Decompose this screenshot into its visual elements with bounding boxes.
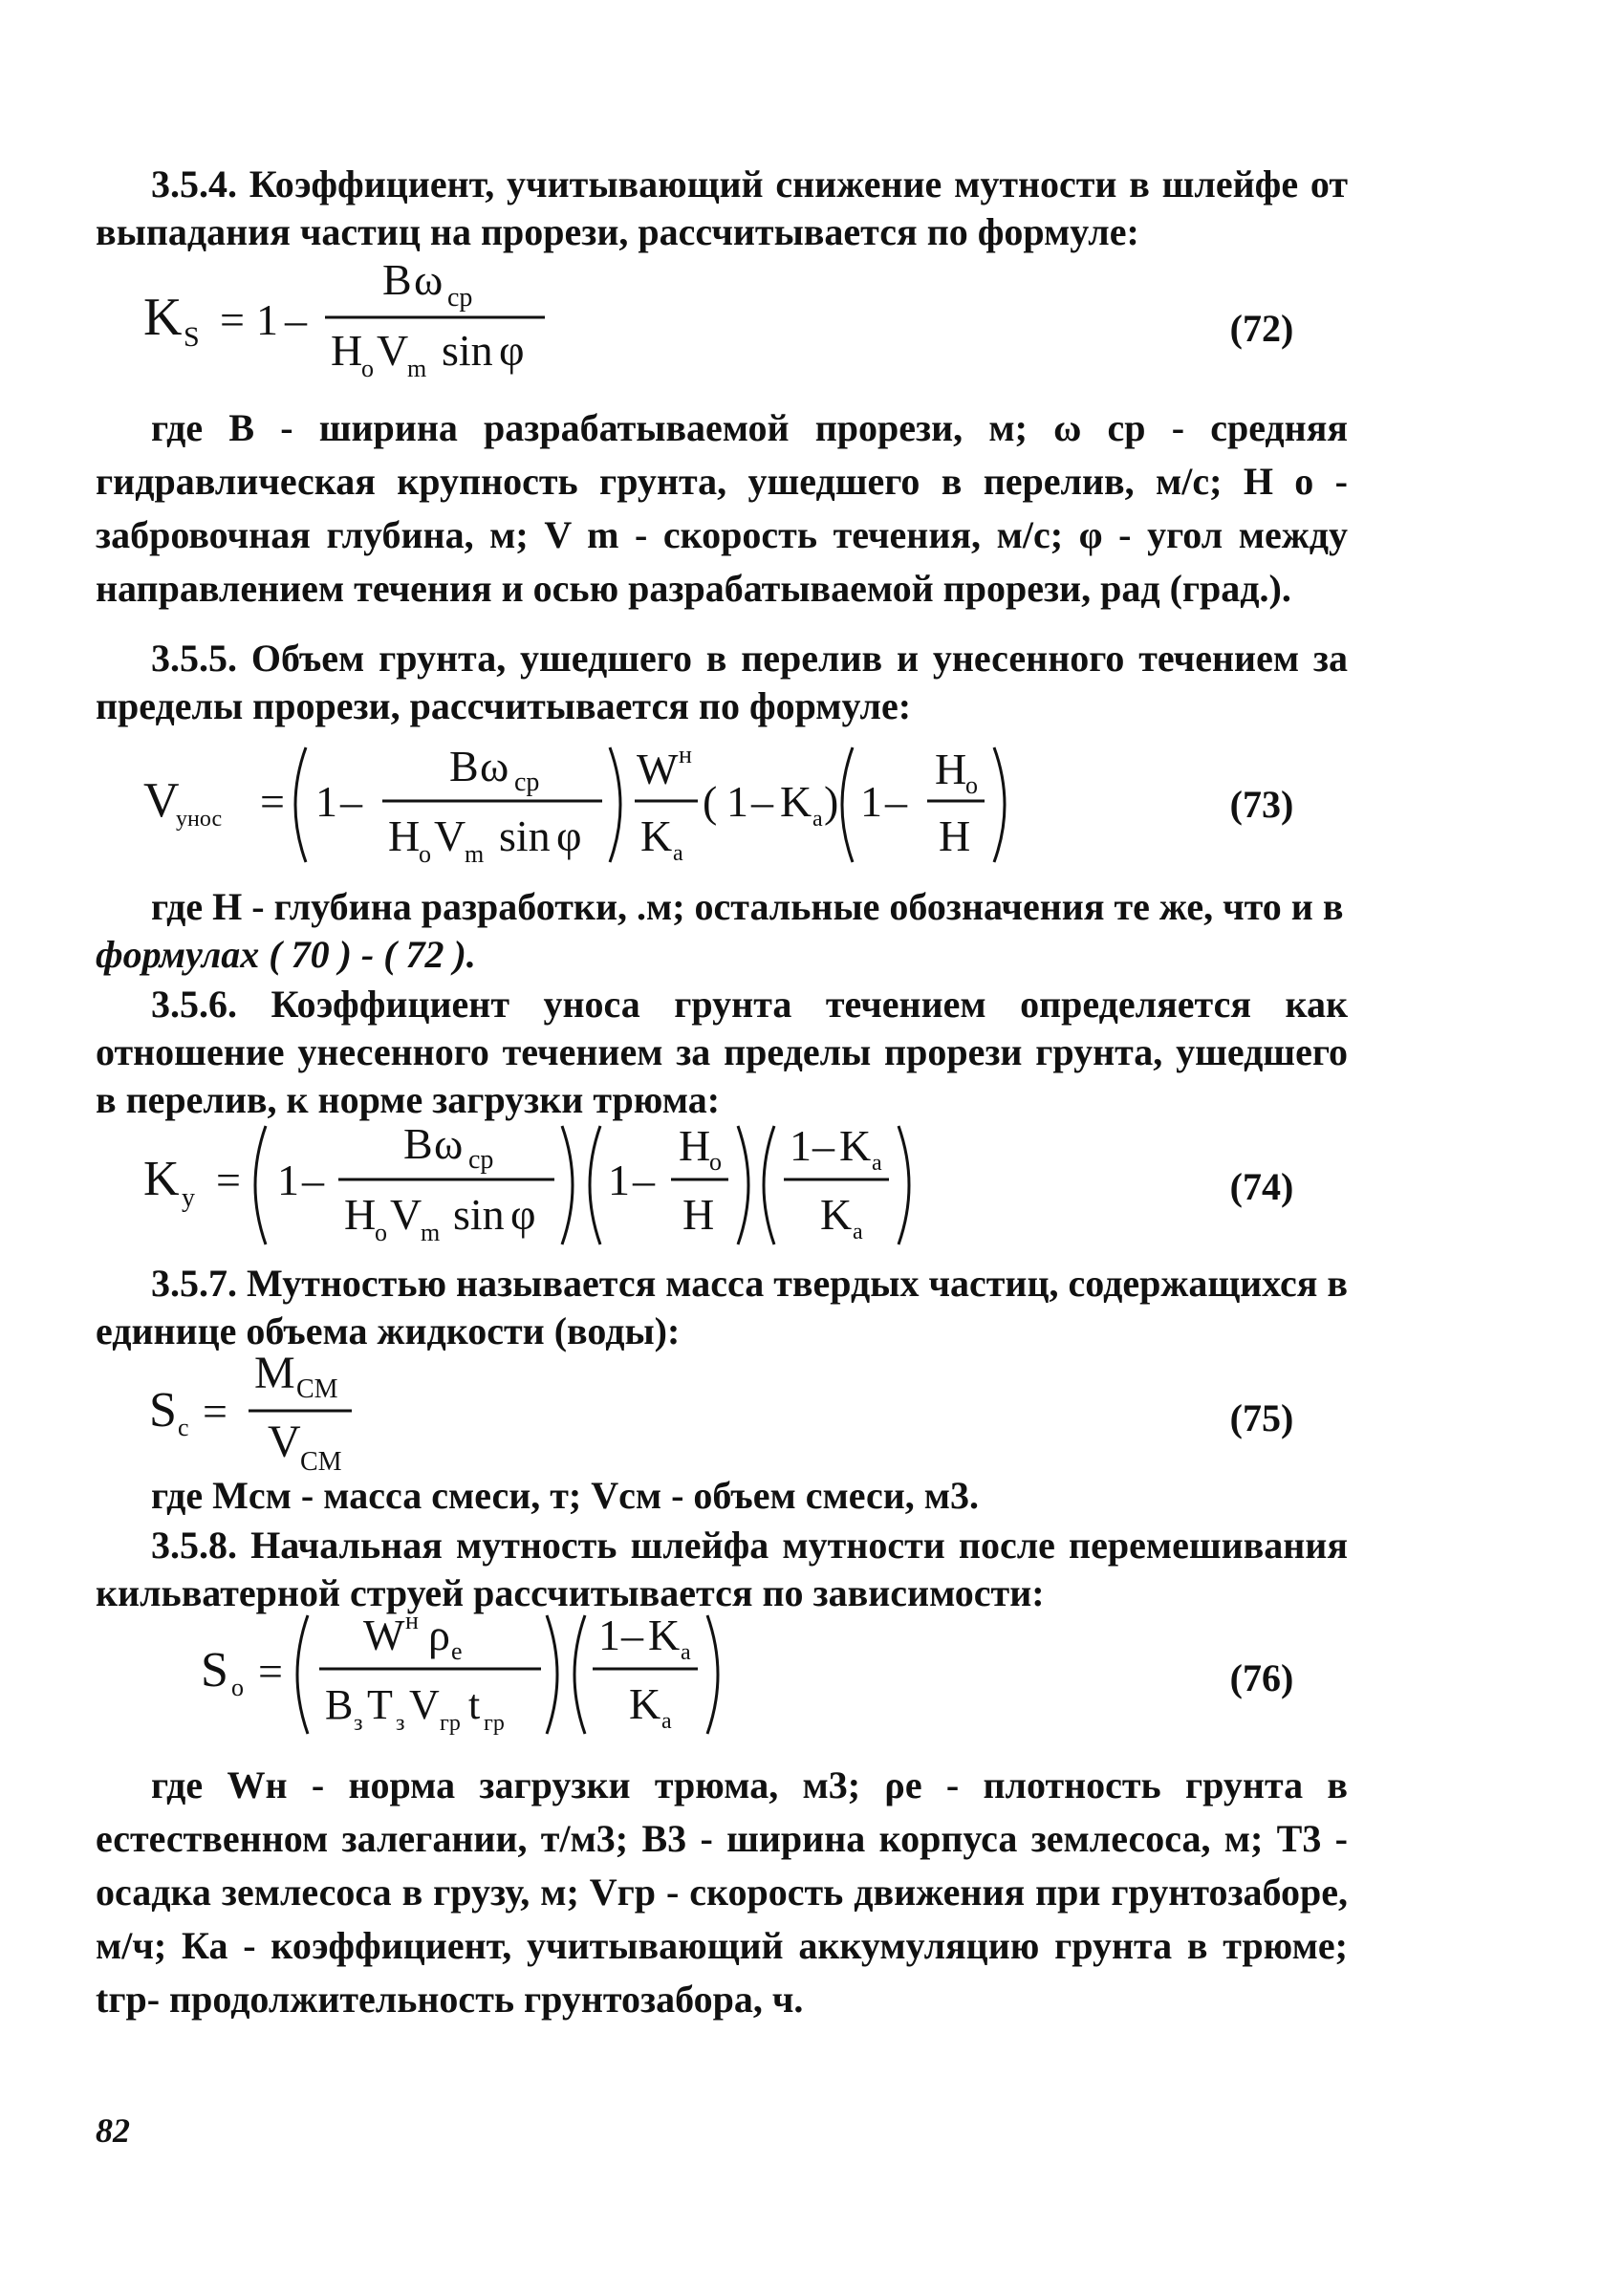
f72-sin: sin xyxy=(442,326,493,375)
f76-Wn: н xyxy=(405,1607,419,1634)
f74-K: K xyxy=(143,1152,180,1206)
f74-phi: φ xyxy=(510,1190,536,1239)
f73-minus-3: – xyxy=(885,777,907,826)
f73-Ho: о xyxy=(419,840,431,868)
svg-text:): ) xyxy=(824,777,839,826)
f76-Ka-num-a: а xyxy=(681,1640,691,1665)
f73-paren-right-1 xyxy=(610,747,620,862)
f76-paren-left-2 xyxy=(574,1615,585,1734)
f76-V-gr: гр xyxy=(440,1711,461,1736)
f73-Ho-H: H xyxy=(935,745,967,793)
f72-omega: ω xyxy=(414,255,444,304)
f74-paren-right-1 xyxy=(562,1126,573,1244)
f74-y: у xyxy=(182,1183,195,1213)
f76-o: о xyxy=(231,1674,244,1701)
f72-Ho: о xyxy=(361,355,374,382)
f72-Vm: m xyxy=(407,355,427,382)
f76-T: T xyxy=(367,1681,393,1728)
f73-one-3: 1 xyxy=(860,777,882,826)
f73-B: B xyxy=(449,742,479,790)
f76-rho: ρ xyxy=(428,1611,450,1659)
f73-one: 1 xyxy=(315,777,337,826)
f73-minus-2: – xyxy=(751,777,773,826)
f76-S: S xyxy=(201,1643,228,1698)
f76-t: t xyxy=(468,1681,481,1728)
f74-paren-right-3 xyxy=(899,1126,909,1244)
paragraph-3-5-8: 3.5.8. Начальная мутность шлейфа мутности после перемешивания кильватерной струей рассчитывается по зависимости: xyxy=(96,1524,1348,1614)
f73-minus: – xyxy=(340,777,362,826)
f73-paren-right-3 xyxy=(994,747,1005,862)
f76-B-z: з xyxy=(354,1711,363,1736)
f74-Ho: о xyxy=(375,1219,387,1246)
f75-M: M xyxy=(254,1348,295,1398)
f73-Ho-o: о xyxy=(965,771,978,799)
f74-paren-left-1 xyxy=(255,1126,266,1244)
f76-W: W xyxy=(363,1611,405,1659)
f74-eq: = xyxy=(216,1156,241,1204)
f73-omega: ω xyxy=(480,742,509,790)
f73-Ka-K: K xyxy=(640,811,673,860)
f74-Ka-den-a: а xyxy=(853,1220,863,1244)
f75-V: V xyxy=(268,1417,301,1467)
f73-unos: унос xyxy=(176,807,223,832)
equation-number-72: (72) xyxy=(1229,307,1294,350)
f72-S: S xyxy=(184,321,200,353)
f72-B: B xyxy=(382,255,412,304)
f72-cp: ср xyxy=(447,283,473,313)
f75-S: S xyxy=(149,1383,177,1438)
f73-W: W xyxy=(637,745,679,793)
f73-V: V xyxy=(143,773,180,828)
f73-Vm-V: V xyxy=(434,811,466,860)
f75-eq: = xyxy=(203,1387,227,1436)
f73-Vm: m xyxy=(465,840,485,868)
f73-phi: φ xyxy=(556,811,582,860)
f73-cp: ср xyxy=(514,768,540,797)
f73-sin: sin xyxy=(499,811,551,860)
f74-paren-left-2 xyxy=(590,1126,600,1244)
f75-V-SM: СМ xyxy=(300,1447,342,1477)
f73-H: H xyxy=(388,811,421,860)
legend-72: где В - ширина разрабатываемой прорези, м; ω ср - средняя гидравлическая крупность грунта, ушедшего в перелив, м/с; Н о - забровочная глубина, м; V m - скорость течения, м/с; φ - угол между направлением течения и осью разрабатываемой прорези, рад (град.). xyxy=(96,406,1348,610)
f74-omega: ω xyxy=(434,1119,464,1168)
formula-73 xyxy=(143,738,1061,872)
f74-Ka-num-a: а xyxy=(872,1151,882,1176)
f73-K2a: а xyxy=(812,807,823,832)
f74-Ka-num-K: K xyxy=(839,1121,872,1170)
f76-minus: – xyxy=(621,1611,643,1659)
f74-minus-2: – xyxy=(633,1156,655,1204)
f73-H-den: H xyxy=(939,811,971,860)
paragraph-3-5-4: 3.5.4. Коэффициент, учитывающий снижение мутности в шлейфе от выпадания частиц на прорези, рассчитывается по формуле: xyxy=(96,162,1348,253)
equation-number-73: (73) xyxy=(1229,783,1294,826)
f72-K: K xyxy=(143,288,183,347)
f76-B: B xyxy=(325,1681,354,1728)
legend-75: где Mсм - масса смеси, т; Vсм - объем смеси, м3. xyxy=(151,1474,980,1517)
f73-eq: = xyxy=(260,777,285,826)
formula-76 xyxy=(201,1608,774,1741)
legend-73-line-1: где Н - глубина разработки, .м; остальные обозначения те же, что и в xyxy=(151,885,1344,928)
f76-paren-left-1 xyxy=(297,1615,308,1734)
f74-Ho-o: о xyxy=(709,1148,722,1176)
equation-number-75: (75) xyxy=(1229,1396,1294,1439)
f74-Ho-H: H xyxy=(679,1121,711,1170)
legend-76: где Wн - норма загрузки трюма, м3; ρе - плотность грунта в естественном залегании, т/м3; В3 - ширина корпуса землесоса, м; Т3 - осадка землесоса в грузу, м; Vгр - скорость движения при грунтозаборе, м/ч; Ка - коэффициент, учитывающий аккумуляцию грунта в трюме; tгр- продолжительность грунтозабора, ч. xyxy=(96,1763,1348,2021)
f74-sin: sin xyxy=(453,1190,505,1239)
f76-paren-right-2 xyxy=(707,1615,718,1734)
f73-term: 1 xyxy=(726,777,748,826)
f74-H-den: H xyxy=(682,1190,715,1239)
f76-T-z: з xyxy=(396,1711,405,1736)
f74-minus-3: – xyxy=(812,1121,834,1170)
legend-73-line-2: формулах ( 70 ) - ( 72 ). xyxy=(96,933,476,976)
f73-Wn: н xyxy=(679,741,692,768)
f74-Ka-den-K: K xyxy=(820,1190,853,1239)
f74-cp: ср xyxy=(468,1145,494,1175)
paragraph-3-5-5: 3.5.5. Объем грунта, ушедшего в перелив и унесенного течением за пределы прорези, рассчитывается по формуле: xyxy=(96,637,1348,727)
f74-minus: – xyxy=(302,1156,324,1204)
paragraph-3-5-6: 3.5.6. Коэффициент уноса грунта течением определяется как отношение унесенного течением за пределы прорези грунта, ушедшего в перелив, к норме загрузки трюма: xyxy=(96,983,1348,1121)
formula-72 xyxy=(143,255,583,382)
paragraph-3-5-7: 3.5.7. Мутностью называется масса твердых частиц, содержащихся в единице объема жидкости (воды): xyxy=(96,1262,1348,1352)
f76-eq: = xyxy=(258,1647,283,1696)
f74-one-3: 1 xyxy=(790,1121,812,1170)
f73-paren-left-3 xyxy=(842,747,853,862)
f74-V: V xyxy=(390,1190,422,1239)
f73-K2: K xyxy=(780,777,812,826)
f75-c: с xyxy=(178,1414,189,1441)
f72-one: 1 xyxy=(256,295,278,344)
f76-Ka-num-K: K xyxy=(648,1611,681,1659)
svg-text:(: ( xyxy=(703,777,718,826)
f72-minus: – xyxy=(285,295,307,344)
f75-M-SM: СМ xyxy=(296,1374,338,1404)
f76-t-gr: гр xyxy=(484,1711,505,1736)
f76-rho-e: е xyxy=(451,1637,463,1665)
formula-74 xyxy=(143,1118,965,1252)
f76-Ka-den-K: K xyxy=(629,1679,661,1728)
page-number: 82 xyxy=(96,2111,130,2150)
f74-B: B xyxy=(403,1119,433,1168)
f74-Vm: m xyxy=(421,1219,441,1246)
f73-Ka: а xyxy=(673,841,683,866)
formula-75 xyxy=(143,1350,411,1483)
equation-number-74: (74) xyxy=(1229,1165,1294,1208)
f76-Ka-den-a: а xyxy=(661,1709,672,1734)
f74-one: 1 xyxy=(277,1156,299,1204)
f72-phi: φ xyxy=(499,326,525,375)
f74-paren-left-3 xyxy=(764,1126,774,1244)
f74-H: H xyxy=(344,1190,377,1239)
f76-V: V xyxy=(409,1681,440,1728)
equation-number-76: (76) xyxy=(1229,1656,1294,1699)
f76-one: 1 xyxy=(598,1611,620,1659)
f72-V: V xyxy=(377,326,409,375)
f72-eq: = xyxy=(220,295,245,344)
f72-H: H xyxy=(331,326,363,375)
f76-paren-right-1 xyxy=(547,1615,557,1734)
f73-paren-left-1 xyxy=(295,747,306,862)
f74-paren-right-2 xyxy=(738,1126,748,1244)
f74-one-2: 1 xyxy=(608,1156,630,1204)
